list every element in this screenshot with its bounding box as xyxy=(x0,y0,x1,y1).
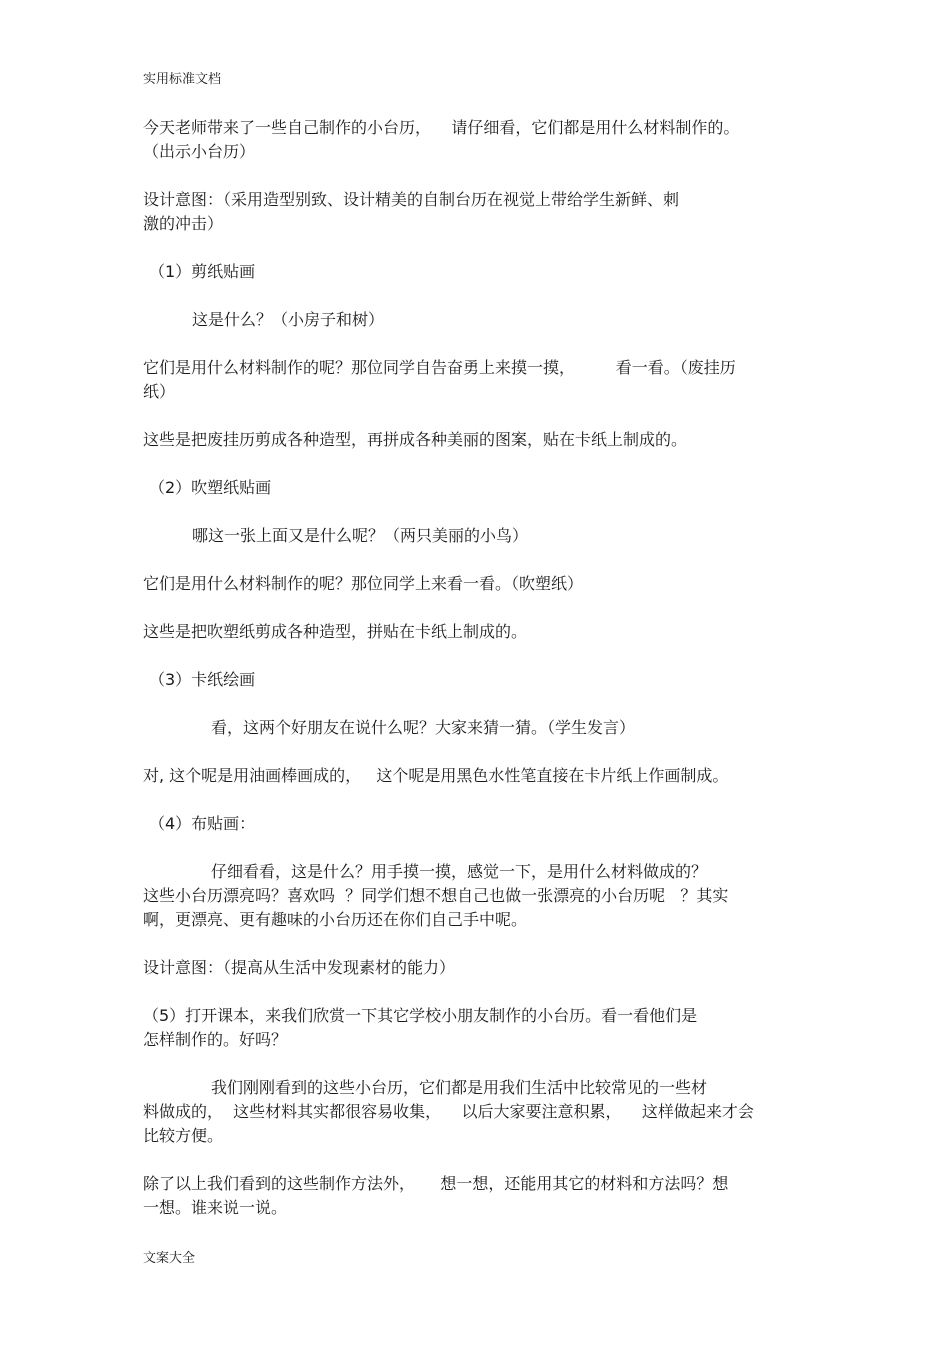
section-heading-2: （2）吹塑纸贴画 xyxy=(149,478,272,497)
paragraph-question-4: 仔细看看，这是什么？用手摸一摸，感觉一下，是用什么材料做成的？ 这些小台历漂亮吗？喜欢吗 ？同学们想不想自己也做一张漂亮的小台历呢 ？其实 啊，更漂亮、更有趣味的小台历还在你们自己手中呢。 xyxy=(143,862,729,929)
paragraph-question-2: 哪这一张上面又是什么呢？（两只美丽的小鸟） xyxy=(192,526,529,545)
paragraph-question-3: 看，这两个好朋友在说什么呢？大家来猜一猜。（学生发言） xyxy=(211,718,636,737)
page-footer: 文案大全 xyxy=(143,1251,196,1266)
paragraph-explain-3: 对, 这个呢是用油画棒画成的， 这个呢是用黑色水性笔直接在卡片纸上作画制成。 xyxy=(143,766,729,785)
page-header: 实用标准文档 xyxy=(143,72,222,87)
section-heading-4: （4）布贴画： xyxy=(149,814,256,833)
paragraph-intro: 今天老师带来了一些自己制作的小台历， 请仔细看，它们都是用什么材料制作的。 （出示小台历） xyxy=(143,118,740,161)
paragraph-design-intent-1: 设计意图：（采用造型别致、设计精美的自制台历在视觉上带给学生新鲜、刺 激的冲击） xyxy=(143,190,680,233)
paragraph-question-1: 这是什么？（小房子和树） xyxy=(192,310,385,329)
paragraph-summary: 我们刚刚看到的这些小台历，它们都是用我们生活中比较常见的一些材 料做成的， 这些材料其实都很容易收集， 以后大家要注意积累， 这样做起来才会 比较方便。 xyxy=(143,1078,754,1145)
paragraph-design-intent-2: 设计意图：（提高从生活中发现素材的能力） xyxy=(143,958,456,977)
section-heading-5: （5）打开课本，来我们欣赏一下其它学校小朋友制作的小台历。看一看他们是 怎样制作的。好吗？ xyxy=(143,1006,698,1049)
paragraph-material-1: 它们是用什么材料制作的呢？那位同学自告奋勇上来摸一摸， 看一看。（废挂历 纸） xyxy=(143,358,736,401)
section-heading-3: （3）卡纸绘画 xyxy=(149,670,256,689)
document-body xyxy=(143,116,808,1220)
paragraph-explain-2: 这些是把吹塑纸剪成各种造型，拼贴在卡纸上制成的。 xyxy=(143,622,528,641)
paragraph-material-2: 它们是用什么材料制作的呢？那位同学上来看一看。（吹塑纸） xyxy=(143,574,584,593)
paragraph-explain-1: 这些是把废挂历剪成各种造型，再拼成各种美丽的图案，贴在卡纸上制成的。 xyxy=(143,430,688,449)
section-heading-1: （1）剪纸贴画 xyxy=(149,262,256,281)
paragraph-closing: 除了以上我们看到的这些制作方法外， 想一想，还能用其它的材料和方法吗？想 一想。谁来说一说。 xyxy=(143,1174,729,1217)
